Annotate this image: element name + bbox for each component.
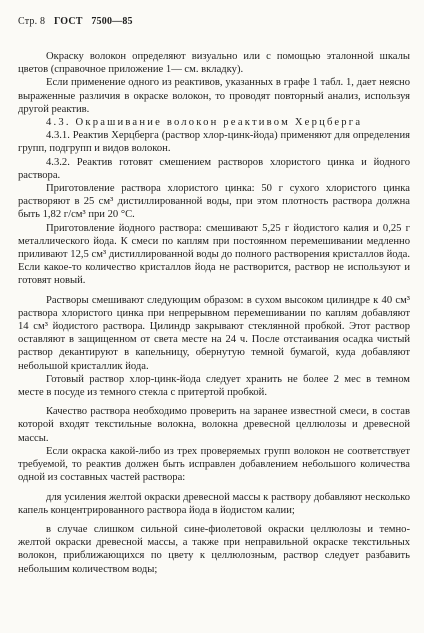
clause-4-3-2: 4.3.2. Реактив готовят смешением растворов хлористого цинка и йодного раствора. — [18, 156, 410, 181]
paragraph-iodine-solution: Приготовление йодного раствора: смешивают 5,25 г йодистого калия и 0,25 г металлического йода. К смеси по каплям при постоянном перемешивании медленно приливают 12,5 см³ дистиллированной воды до полного растворения кристаллов йода. Если какое-то количество кристаллов йода не растворится, раствор не используют и готовят новый. — [18, 222, 410, 287]
page-header — [18, 16, 139, 27]
paragraph-correction: Если окраска какой-либо из трех проверяемых групп волокон не соответствует требуемой, то реактив должен быть исправлен добавлением небольшого количества одной из составных частей раствора: — [18, 445, 410, 484]
paragraph-blue-violet: в случае слишком сильной сине-фиолетовой окраски целлюлозы и темно-желтой окраски древесной массы, а также при неправильной окраске текстильных волокон, приближающихся по цвету к целлюлозным, раствор следует разбавить небольшим количеством воды; — [18, 523, 410, 575]
paragraph-quality-check: Качество раствора необходимо проверить на заранее известной смеси, в состав которой входят текстильные волокна, волокна древесной целлюлозы и древесной массы. — [18, 406, 410, 444]
standard-number: 7500—85 — [91, 16, 133, 27]
paragraph-mixing: Растворы смешивают следующим образом: в сухом высоком цилиндре к 40 см³ раствора хлористого цинка при непрерывном перемешивании по каплям добавляют 14 см³ йодистого раствора. Цилиндр закрывают стеклянной пробкой. Этот раствор оставляют в защищенном от света месте на 24 ч. После отстаивания осадка чистый раствор декантируют в капельницу, обернутую темной бумагой, куда добавляют небольшой кристаллик йода. — [18, 294, 410, 372]
page-number: Стр. 8 — [18, 16, 46, 27]
paragraph-intro: Окраску волокон определяют визуально или с помощью эталонной шкалы цветов (справочное приложение 1— см. вкладку). — [18, 51, 410, 76]
section-heading-4-3: 4.3. Окрашивание волокон реактивом Херцберга — [46, 117, 363, 129]
paragraph-repeat-analysis: Если применение одного из реактивов, указанных в графе 1 табл. 1, дает неясно выраженные различия в окраске волокон, то проводят повторный анализ, используя другой реактив. — [18, 77, 410, 115]
paragraph-storage: Готовый раствор хлор-цинк-йода следует хранить не более 2 мес в темном месте в посуде из темного стекла с притертой пробкой. — [18, 373, 410, 399]
standard-label: ГОСТ — [53, 16, 83, 27]
paragraph-yellow: для усиления желтой окраски древесной массы к раствору добавляют несколько капель концентрированного раствора йода в йодистом калии; — [18, 491, 410, 516]
paragraph-zinc-chloride: Приготовление раствора хлористого цинка: 50 г сухого хлористого цинка растворяют в 25 см³ дистиллированной воды, при этом плотность раствора должна быть 1,82 г/см³ при 20 °С. — [18, 183, 410, 221]
document-body — [18, 50, 410, 576]
clause-4-3-1: 4.3.1. Реактив Херцберга (раствор хлор-цинк-йода) применяют для определения групп, подгрупп и видов волокон. — [18, 130, 410, 155]
